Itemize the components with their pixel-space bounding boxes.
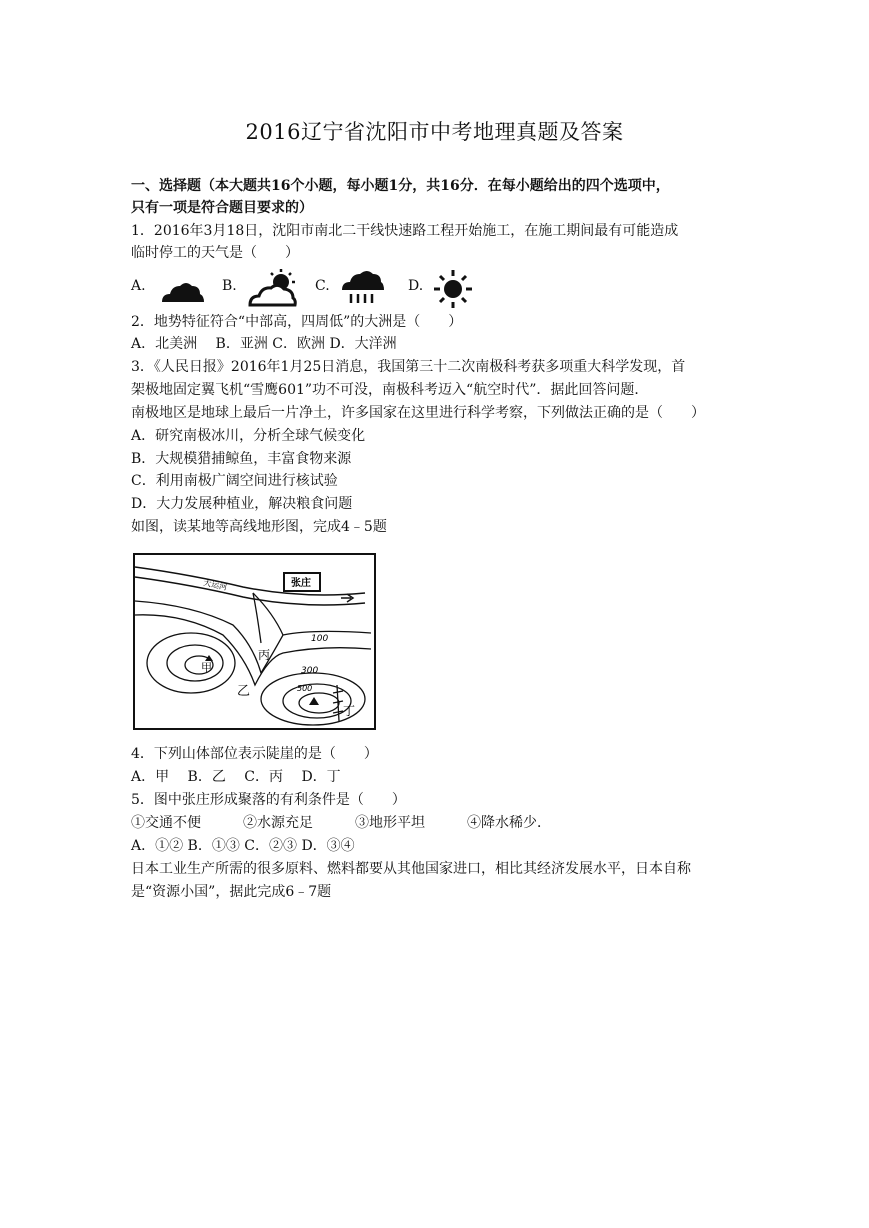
option-b-label: B. (222, 278, 237, 294)
section-heading-cont: 只有一项是符合题目要求的） (131, 200, 313, 216)
question-5-statements: ①交通不便 ②水源充足 ③地形平坦 ④降水稀少． (131, 815, 551, 831)
point-ding: 丁 (343, 704, 356, 718)
question-1: 1．2016年3月18日，沈阳市南北二干线快速路工程开始施工，在施工期间最有可能造成 (131, 223, 679, 239)
section-heading: 一、选择题（本大题共16个小题，每小题1分，共16分．在每小题给出的四个选项中， (131, 178, 670, 194)
question-5-options: A．①② B．①③ C．②③ D．③④ (131, 838, 355, 854)
question-2: 2．地势特征符合“中部高，四周低”的大洲是（ ） (131, 314, 463, 330)
point-bing: 丙 (258, 648, 271, 662)
question-5: 5．图中张庄形成聚落的有利条件是（ ） (131, 792, 406, 808)
question-3-option-c: C．利用南极广阔空间进行核试验 (131, 473, 338, 489)
contour-label-500: 500 (297, 684, 313, 693)
question-3: 3．《人民日报》2016年1月25日消息，我国第三十二次南极科考获多项重大科学发现，首 (131, 359, 686, 375)
question-3-cont: 架极地固定翼飞机“雪鹰601”功不可没，南极科考迈入“航空时代”．据此回答问题． (131, 382, 649, 398)
question-1-options (131, 268, 511, 310)
contour-label-100: 100 (311, 634, 329, 644)
question-3-option-b: B．大规模猎捕鲸鱼，丰富食物来源 (131, 451, 352, 467)
map-intro: 如图，读某地等高线地形图，完成4﹣5题 (131, 519, 387, 535)
question-3-stem: 南极地区是地球上最后一片净土，许多国家在这里进行科学考察，下列做法正确的是（ ） (131, 405, 705, 421)
question-4: 4．下列山体部位表示陡崖的是（ ） (131, 746, 378, 762)
point-jia: 甲 (201, 661, 212, 674)
contour-label-300: 300 (301, 666, 319, 676)
question-2-options: A．北美洲 B．亚洲 C．欧洲 D．大洋洲 (131, 336, 397, 352)
question-1-cont: 临时停工的天气是（ ） (131, 245, 299, 261)
page-title: 2016辽宁省沈阳市中考地理真题及答案 (245, 120, 624, 144)
cloudy-icon (158, 274, 206, 306)
option-c-label: C. (315, 278, 330, 294)
question-6-intro-cont: 是“资源小国”，据此完成6﹣7题 (131, 884, 332, 900)
option-d-label: D. (408, 278, 424, 294)
river-label: 大运河 (202, 578, 228, 592)
sunny-icon (431, 268, 475, 310)
partly-cloudy-icon (247, 268, 299, 308)
point-yi: 乙 (237, 684, 251, 699)
rain-icon (339, 268, 385, 308)
question-4-options: A．甲 B．乙 C．丙 D．丁 (131, 769, 341, 785)
question-3-option-a: A．研究南极冰川，分析全球气候变化 (131, 428, 366, 444)
village-label: 张庄 (291, 578, 311, 589)
contour-map (133, 553, 376, 730)
question-3-option-d: D．大力发展种植业，解决粮食问题 (131, 496, 353, 512)
option-a-label: A. (131, 278, 146, 294)
question-6-intro: 日本工业生产所需的很多原料、燃料都要从其他国家进口，相比其经济发展水平，日本自称 (131, 861, 691, 877)
